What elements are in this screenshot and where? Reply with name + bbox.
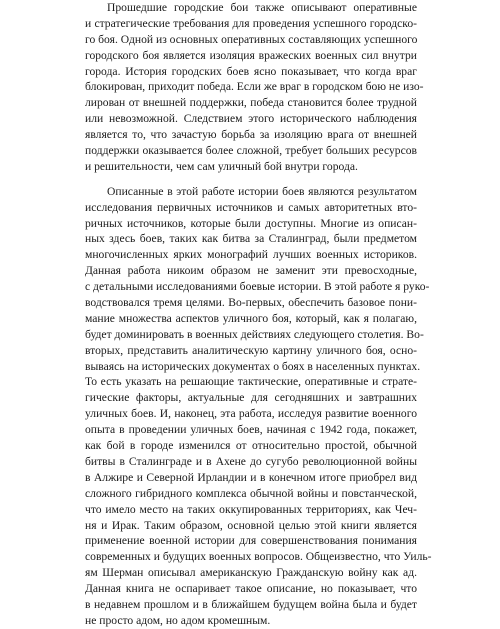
- text-line: сложного гибридного комплекса обычной войны и повстанческой,: [85, 486, 417, 500]
- text-line: является то, что зачастую борьба за изоляцию врага от внешней: [85, 128, 417, 142]
- text-line: города. История городских боев ясно показывает, что когда враг: [85, 64, 417, 78]
- text-line: водствовался тремя целями. Во-первых, обеспечить базовое пони-: [85, 296, 417, 310]
- text-line: вываясь на исторических документах о боях в населенных пунктах.: [85, 359, 421, 373]
- text-line: Данная книга не оспаривает такое описание, но показывает, что: [85, 582, 417, 596]
- text-line: Данная работа никоим образом не заменит эти превосходные,: [85, 264, 417, 278]
- text-line: в недавнем прошлом и в ближайшем будущем война была и будет: [85, 597, 417, 611]
- paragraph-gap: [85, 175, 417, 184]
- paragraph-2: [85, 184, 432, 629]
- text-line: будет доминировать в военных действиях следующего столетия. Во-: [85, 327, 424, 341]
- text-line: ричных источников, которые были доступны. Многие из описан-: [85, 216, 417, 230]
- text-line: мание множества аспектов уличного боя, который, как я полагаю,: [85, 311, 417, 325]
- text-line: или невозможной. Следствием этого исторического наблюдения: [85, 112, 417, 126]
- text-line: и решительности, чем сам уличный бой внутри города.: [85, 159, 358, 173]
- text-line: уличных боев. И, наконец, эта работа, исследуя развитие военного: [85, 407, 417, 421]
- text-line: То есть указать на решающие тактические, оперативные и страте-: [85, 375, 417, 389]
- text-line: Описанные в этой работе истории боев являются результатом: [107, 184, 417, 198]
- text-line: Прошедшие городские бои также описывают оперативные: [107, 1, 417, 14]
- text-line: лирован от внешней поддержки, победа становится более трудной: [85, 96, 417, 110]
- text-line: с детальными исследованиями боевые истории. В этой работе я руко-: [85, 280, 430, 294]
- text-line: в Алжире и Северной Ирландии и в конечном итоге приобрел вид: [85, 470, 417, 484]
- text-line: ня и Ирак. Таким образом, основной целью этой книги является: [85, 518, 417, 532]
- text-line: поддержки оказывается более сложной, требует больших ресурсов: [85, 144, 417, 158]
- text-line: как бой в городе изменился от относительно простой, обычной: [85, 439, 417, 453]
- text-line: го боя. Одной из основных оперативных составляющих успешного: [85, 32, 418, 46]
- text-line: городского боя является изоляция вражеских военных сил внутри: [85, 48, 417, 62]
- text-line: и стратегические требования для проведения успешного городско-: [85, 16, 417, 30]
- text-line: современных и будущих военных вопросов. Общеизвестно, что Уиль-: [85, 550, 432, 564]
- text-line: исследования первичных источников и самых авторитетных вто-: [85, 200, 417, 214]
- text-line: ных здесь боев, таких как битва за Сталинград, были предметом: [85, 232, 417, 246]
- text-line: ям Шерман описывал американскую Гражданскую войну как ад.: [85, 566, 417, 580]
- text-line: не просто адом, но адом кромешным.: [85, 613, 271, 627]
- paragraph-1: [85, 0, 424, 175]
- text-line: многочисленных ярких монографий лучших военных историков.: [85, 248, 417, 262]
- text-line: гические факторы, актуальные для сегодняшних и завтрашних: [85, 391, 417, 405]
- text-line: применение военной истории для совершенствования понимания: [85, 534, 417, 548]
- text-line: блокирован, приходит победа. Если же враг в городском бою не изо-: [85, 80, 424, 94]
- text-line: битвы в Сталинграде и в Ахене до сугубо революционной войны: [85, 454, 417, 468]
- text-line: что имело место на таких оккупированных территориях, как Чеч-: [85, 502, 417, 516]
- text-line: опыта в проведении уличных боев, начиная с 1942 года, покажет,: [85, 423, 417, 437]
- text-line: вторых, представить аналитическую картину уличного боя, осно-: [85, 343, 417, 357]
- text-column: [85, 0, 432, 629]
